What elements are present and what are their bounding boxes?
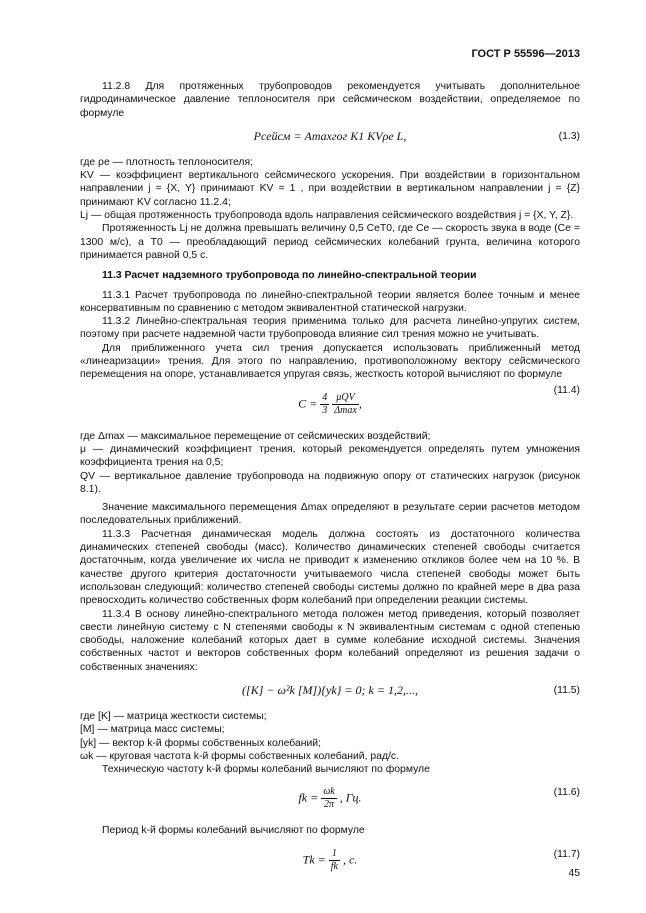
- formula-lhs: C =: [298, 395, 318, 410]
- formula-number: (11.5): [553, 684, 580, 696]
- section-heading: 11.3 Расчет надземного трубопровода по линейно-спектральной теории: [102, 270, 477, 282]
- formula-text: Tk = $\frac{1}{fk}$ , с.: [302, 847, 358, 872]
- paragraph: Для приближенного учета сил трения допускается использовать приближенный метод «линеаризации» трения. Для этого по направлению, противоположному вектору сейсмического перемещения на опоре, устанавливается упругая связь, жесткость которой вычисляют по формуле: [80, 342, 580, 381]
- formula-11-6: [80, 782, 580, 818]
- formula-number: (1.3): [558, 130, 580, 142]
- paragraph: 11.3.1 Расчет трубопровода по линейно-спектральной теории является более точным и менее консервативным по сравнению с методом эквивалентной статической нагрузки.: [80, 289, 580, 314]
- definition: где [K] — матрица жесткости системы;: [80, 710, 267, 722]
- paragraph: Значение максимального перемещения Δmax определяют в результате серии расчетов методом последовательных приближений.: [80, 502, 580, 527]
- fraction: $\frac{1}{fk}$: [330, 847, 338, 872]
- standard-header: ГОСТ Р 55596—2013: [471, 48, 580, 60]
- formula-text: ([K] − ω²k [M]){yk} = 0; k = 1,2,...,: [242, 682, 418, 697]
- definition: [yk] — вектор k-й формы собственных колебаний;: [80, 737, 321, 749]
- paragraph: 11.3.3 Расчетная динамическая модель должна состоять из достаточного количества динамических степеней свободы (масс). Количество динамических степеней свободы считается достаточным, когда увеличение их числа не приводит к изменению откликов более чем на 10 %. В качестве другого критерия достаточности учитываемого числа степеней свободы может быть использован следующий: количество степеней свободы системы должно по крайней мере в два раза превосходить количество собственных форм колебаний при определении реакции системы.: [80, 528, 580, 607]
- definition: KV — коэффициент вертикального сейсмического ускорения. При воздействии в горизонтальном направлении j = {X, Y} принимают KV = 1 , при воздействии в вертикальном направлении j = {Z} принимают KV согласно 11.2.4;: [80, 170, 580, 208]
- paragraph: 11.3.2 Линейно-спектральная теория применима только для расчета линейно-упругих систем, поэтому при расчете надземной части трубопровода влияние сил трения можно не учитывать.: [80, 316, 580, 341]
- fraction: $\frac{\omega k}{2\pi}$: [323, 786, 335, 811]
- formula-text: fk = $\frac{\omega k}{2\pi}$ , Гц.: [298, 786, 362, 811]
- formula-text: Pсейсм = Amaxгог K1 KVρe L,: [253, 128, 407, 143]
- page-number: 45: [568, 868, 580, 879]
- fraction: $\frac{4}{3}$: [322, 391, 328, 416]
- page-body: [80, 80, 580, 886]
- definition: где ρe — плотность теплоносителя;: [80, 156, 253, 168]
- paragraph: 11.2.8 Для протяженных трубопроводов рекомендуется учитывать дополнительное гидродинамическое давление теплоносителя при сейсмическом воздействии, определяемое по формуле: [80, 81, 580, 119]
- formula-number: (11.4): [553, 384, 580, 396]
- definition: [M] — матрица масс системы;: [80, 724, 225, 736]
- formula-11-7: [80, 844, 580, 880]
- definition: ωk — круговая частота k-й формы собственных колебаний, рад/с.: [80, 750, 399, 762]
- paragraph: 11.3.4 В основу линейно-спектрального метода положен метод приведения, который позволяет свести линейную систему с N степенями свободы к N эквивалентным системам с одной степенью свободы, наложение колебаний которых дает в сумме колебание исходной системы. Значения собственных частот и векторов собственных форм колебаний определяют из решения задачи о собственных значениях:: [80, 608, 580, 673]
- paragraph: Период k-й формы колебаний вычисляют по формуле: [102, 825, 365, 837]
- paragraph: Техническую частоту k-й формы колебаний вычисляют по формуле: [102, 764, 430, 776]
- definition: Lj — общая протяженность трубопровода вдоль направления сейсмического воздействия j = {X, Y, Z}.: [80, 210, 574, 222]
- formula-1-3: [80, 126, 580, 150]
- formula-11-4: [80, 384, 580, 424]
- definition: где Δmax — максимальное перемещение от сейсмических воздействий;: [80, 430, 431, 442]
- formula-text: C = $\frac{4}{3}$ $\frac{\text{μQV}}{\Delta\max}$ ,: [298, 391, 362, 416]
- definition: QV — вертикальное давление трубопровода на подвижную опору от статических нагрузок (рисунок 8.1).: [80, 470, 580, 495]
- definition: μ — динамический коэффициент трения, который рекомендуется определять путем умножения коэффициента трения на 0,5;: [80, 443, 580, 469]
- formula-11-5: [80, 680, 580, 704]
- formula-number: (11.6): [553, 787, 580, 799]
- fraction: $\frac{\text{μQV}}{\Delta\max}$: [334, 391, 357, 416]
- paragraph: Протяженность Lj не должна превышать величину 0,5 CeT0, где Ce — скорость звука в воде (Ce = 1300 м/с), а T0 — преобладающий период сейсмических колебаний грунта, величина которого принимается равной 0,5 с.: [80, 223, 580, 261]
- formula-number: (11.7): [553, 848, 580, 860]
